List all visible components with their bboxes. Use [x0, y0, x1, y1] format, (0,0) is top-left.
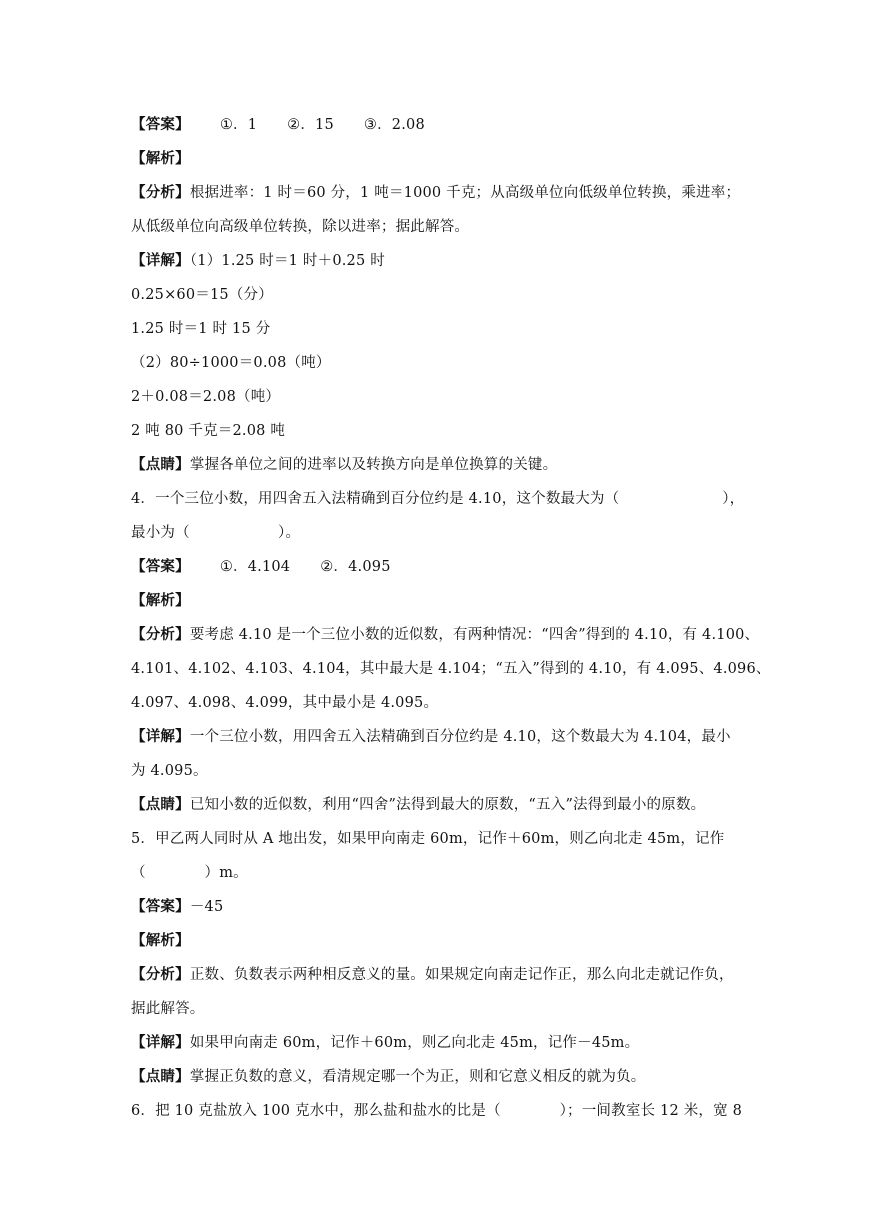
q4-fenxi-line-2: 4.101、4.102、4.103、4.104，其中最大是 4.104；“五入”得到的 4.10，有 4.095、4.096、 [131, 661, 771, 677]
q4-detail-line-2: 为 4.095。 [131, 763, 208, 779]
q5-fenxi-line-2: 据此解答。 [131, 1001, 205, 1017]
q4-dianjing-text: 已知小数的近似数，利用“四舍”法得到最大的原数，“五入”法得到最小的原数。 [189, 797, 706, 813]
fenxi-label: 【分析】 [131, 967, 190, 983]
q3-detail-line-6: 2 吨 80 千克＝2.08 吨 [131, 423, 286, 439]
answer-label: 【答案】 [131, 899, 190, 915]
q5-dianjing-line [131, 1060, 743, 1094]
q5-stem-line-1: 5．甲乙两人同时从 A 地出发，如果甲向南走 60m，记作＋60m，则乙向北走 45m，记作 [131, 831, 725, 847]
q4-fenxi-text-1: 要考虑 4.10 是一个三位小数的近似数，有两种情况：“四舍”得到的 4.10，有 4.100、 [189, 627, 760, 643]
answer-label: 【答案】 [131, 117, 190, 133]
xiangjie-label: 【详解】 [131, 253, 190, 269]
analysis-label: 【解析】 [131, 933, 190, 949]
answer-label: 【答案】 [131, 559, 190, 575]
q4-detail-text-1: 一个三位小数，用四舍五入法精确到百分位约是 4.10，这个数最大为 4.104，最小 [189, 729, 731, 745]
xiangjie-label: 【详解】 [131, 729, 190, 745]
dianjing-label: 【点睛】 [131, 457, 190, 473]
document-page [131, 108, 771, 1128]
q4-stem-line-2: 最小为（ ）。 [131, 525, 301, 541]
fenxi-label: 【分析】 [131, 627, 190, 643]
q3-fenxi-line-2: 从低级单位向高级单位转换，除以进率；据此解答。 [131, 219, 470, 235]
q4-answer-1: ①．4.104 [219, 559, 291, 575]
q4-fenxi-line-1 [131, 618, 760, 652]
q5-stem-line-2: （ ）m。 [131, 865, 248, 881]
q5-fenxi-text-1: 正数、负数表示两种相反意义的量。如果规定向南走记作正，那么向北走就记作负， [189, 967, 734, 983]
q4-stem-line-1: 4．一个三位小数，用四舍五入法精确到百分位约是 4.10，这个数最大为（ ）， [131, 491, 745, 507]
dianjing-label: 【点睛】 [131, 797, 190, 813]
q5-dianjing-text: 掌握正负数的意义，看清规定哪一个为正，则和它意义相反的就为负。 [189, 1069, 646, 1085]
q3-detail-line-1 [131, 244, 743, 278]
q3-answer-2: ②．15 [287, 117, 334, 133]
analysis-label: 【解析】 [131, 593, 190, 609]
q4-detail-line-1 [131, 720, 743, 754]
q5-fenxi-line-1 [131, 958, 743, 992]
fenxi-label: 【分析】 [131, 185, 190, 201]
q5-answer-line [131, 890, 743, 924]
analysis-label: 【解析】 [131, 151, 190, 167]
q4-analysis-heading [131, 584, 743, 618]
q4-fenxi-line-3: 4.097、4.098、4.099，其中最小是 4.095。 [131, 695, 439, 711]
q3-detail-line-3: 1.25 时＝1 时 15 分 [131, 321, 271, 337]
q3-fenxi-text-1: 根据进率：1 时＝60 分，1 吨＝1000 千克；从高级单位向低级单位转换，乘进率； [189, 185, 741, 201]
q4-answer-2: ②．4.095 [320, 559, 391, 575]
q3-detail-line-4: （2）80÷1000＝0.08（吨） [131, 355, 331, 371]
q5-answer: －45 [189, 899, 224, 915]
q3-detail-line-2: 0.25×60＝15（分） [131, 287, 273, 303]
q4-answer-line [131, 550, 743, 584]
q3-detail-line-5: 2＋0.08＝2.08（吨） [131, 389, 281, 405]
q3-dianjing-line [131, 448, 743, 482]
q5-analysis-heading [131, 924, 743, 958]
q3-answer-line [131, 108, 743, 142]
dianjing-label: 【点睛】 [131, 1069, 190, 1085]
q3-answer-1: ①．1 [219, 117, 258, 133]
q4-dianjing-line [131, 788, 743, 822]
q6-stem-line-1: 6．把 10 克盐放入 100 克水中，那么盐和盐水的比是（ ）；一间教室长 12 米，宽 8 [131, 1103, 743, 1119]
q5-detail-text: 如果甲向南走 60m，记作＋60m，则乙向北走 45m，记作－45m。 [189, 1035, 640, 1051]
q3-dianjing-text: 掌握各单位之间的进率以及转换方向是单位换算的关键。 [189, 457, 558, 473]
q3-fenxi-line-1 [131, 176, 743, 210]
q5-detail-line [131, 1026, 743, 1060]
xiangjie-label: 【详解】 [131, 1035, 190, 1051]
q3-detail-text-1: （1）1.25 时＝1 时＋0.25 时 [189, 253, 385, 269]
q3-analysis-heading [131, 142, 743, 176]
q3-answer-3: ③．2.08 [363, 117, 425, 133]
